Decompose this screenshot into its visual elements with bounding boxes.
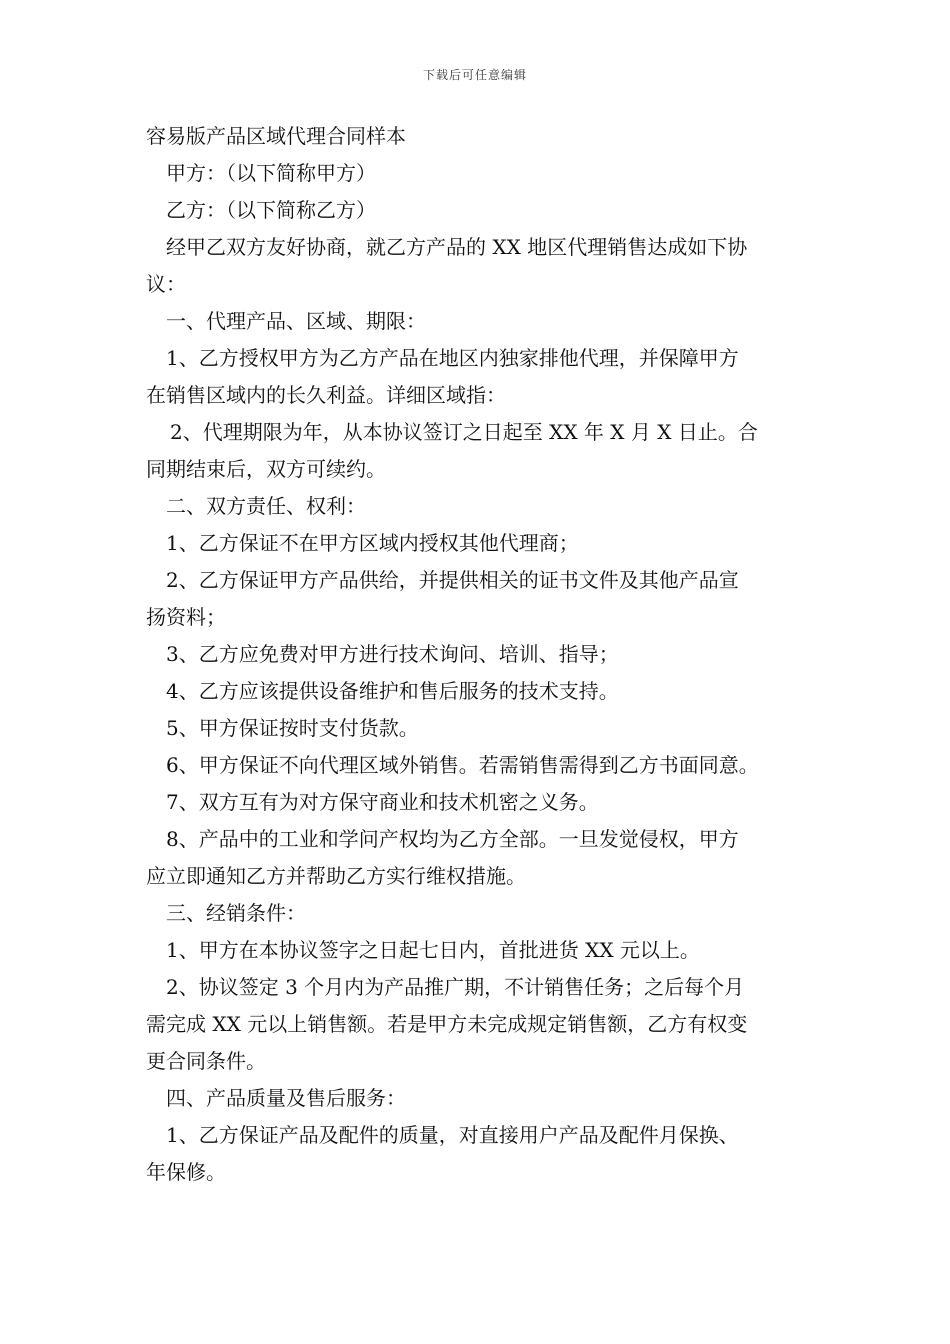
document-line: 2、代理期限为年，从本协议签订之日起至 XX 年 X 月 X 日止。合 (170, 420, 758, 444)
document-line: 一、代理产品、区域、期限： (166, 309, 426, 333)
document-line: 更合同条件。 (146, 1049, 266, 1073)
document-line: 同期结束后，双方可续约。 (146, 457, 386, 481)
document-line: 5、甲方保证按时支付货款。 (166, 716, 419, 740)
document-line: 2、乙方保证甲方产品供给，并提供相关的证书文件及其他产品宣 (166, 568, 739, 592)
document-line: 8、产品中的工业和学问产权均为乙方全部。一旦发觉侵权，甲方 (166, 827, 739, 851)
document-line: 6、甲方保证不向代理区域外销售。若需销售需得到乙方书面同意。 (166, 753, 759, 777)
document-line: 乙方：（以下简称乙方） (166, 198, 376, 222)
document-line: 议： (146, 272, 186, 296)
document-line: 7、双方互有为对方保守商业和技术机密之义务。 (166, 790, 599, 814)
document-line: 1、甲方在本协议签字之日起七日内，首批进货 XX 元以上。 (166, 938, 700, 962)
document-line: 2、协议签定 3 个月内为产品推广期，不计销售任务；之后每个月 (166, 975, 745, 999)
document-line: 年保修。 (146, 1160, 226, 1184)
document-line: 经甲乙双方友好协商，就乙方产品的 XX 地区代理销售达成如下协 (166, 235, 748, 259)
document-line: 在销售区域内的长久利益。详细区域指： (146, 383, 506, 407)
document-line: 3、乙方应免费对甲方进行技术询问、培训、指导； (166, 642, 619, 666)
document-body (146, 118, 812, 1191)
document-line: 甲方：（以下简称甲方） (166, 161, 376, 185)
document-line: 扬资料； (146, 605, 226, 629)
document-line: 二、双方责任、权利： (166, 494, 366, 518)
document-line: 四、产品质量及售后服务： (166, 1086, 406, 1110)
document-line: 需完成 XX 元以上销售额。若是甲方未完成规定销售额，乙方有权变 (146, 1012, 748, 1036)
document-line: 三、经销条件： (166, 901, 306, 925)
document-line: 1、乙方保证产品及配件的质量，对直接用户产品及配件月保换、 (166, 1123, 739, 1147)
document-line: 4、乙方应该提供设备维护和售后服务的技术支持。 (166, 679, 619, 703)
document-lines (146, 155, 812, 1191)
document-title: 容易版产品区域代理合同样本 (146, 124, 406, 148)
document-line: 应立即通知乙方并帮助乙方实行维权措施。 (146, 864, 526, 888)
document-line: 1、乙方保证不在甲方区域内授权其他代理商； (166, 531, 579, 555)
page-header-note: 下载后可任意编辑 (422, 68, 527, 82)
document-line: 1、乙方授权甲方为乙方产品在地区内独家排他代理，并保障甲方 (166, 346, 739, 370)
